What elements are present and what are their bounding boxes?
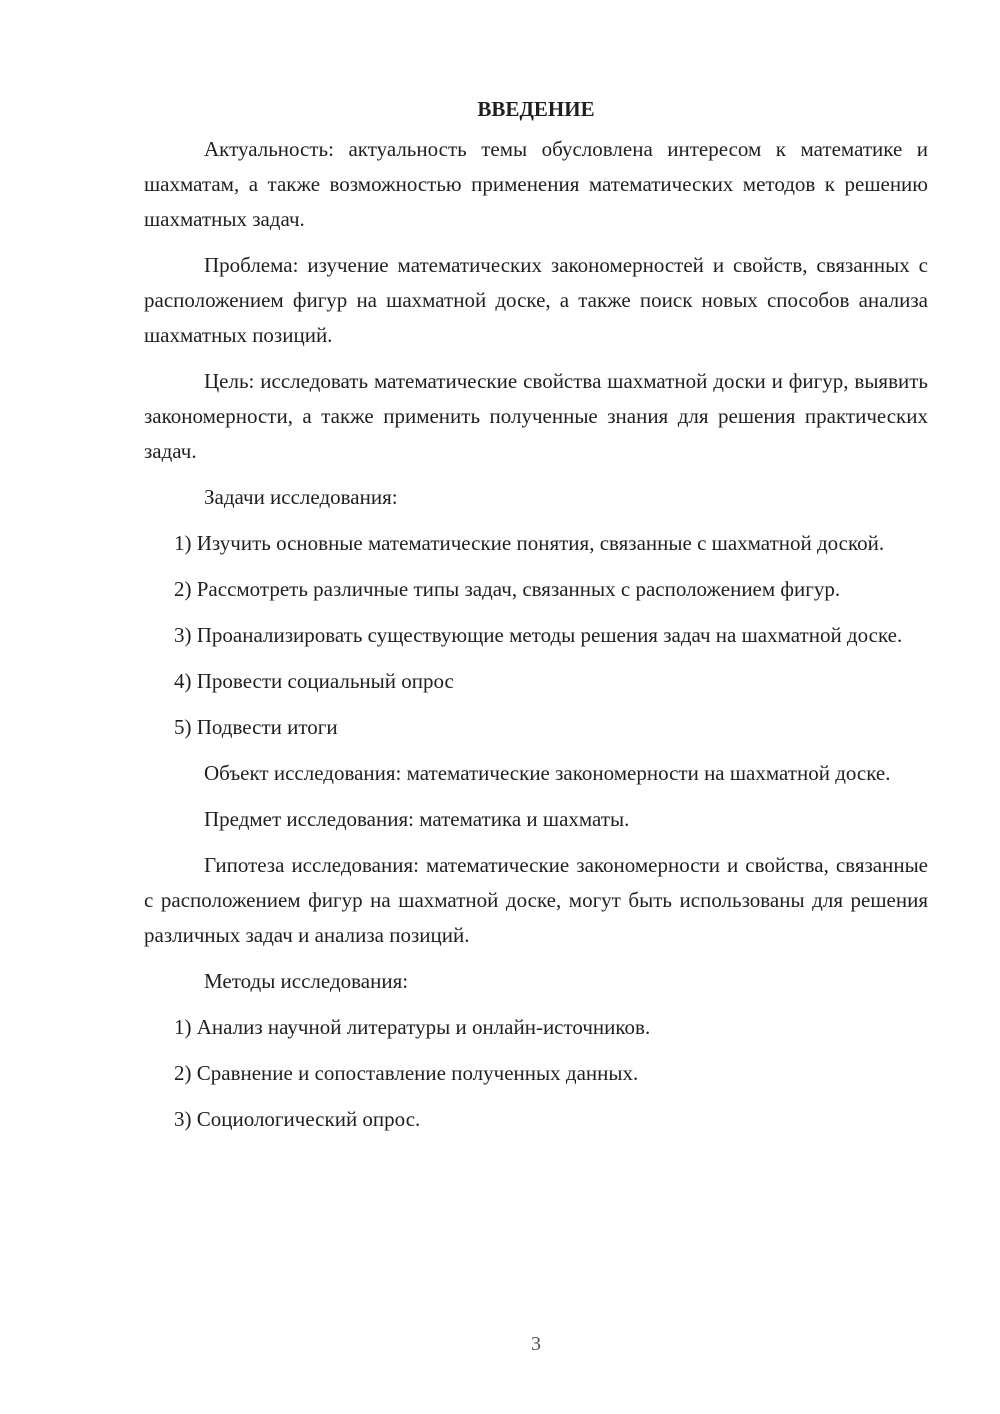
paragraph-object: Объект исследования: математические закономерности на шахматной доске. xyxy=(204,761,891,785)
task-item: 3) Проанализировать существующие методы решения задач на шахматной доске. xyxy=(174,623,903,647)
paragraph-subject: Предмет исследования: математика и шахматы. xyxy=(204,807,630,831)
page-number: 3 xyxy=(531,1333,541,1355)
task-item: 2) Рассмотреть различные типы задач, связанных с расположением фигур. xyxy=(174,577,841,601)
document-page xyxy=(144,92,928,1148)
tasks-title: Задачи исследования: xyxy=(204,485,398,509)
method-item: 1) Анализ научной литературы и онлайн-источников. xyxy=(174,1015,651,1039)
paragraph-hypothesis: Гипотеза исследования: математические закономерности и свойства, связанные с расположением фигур на шахматной доске, могут быть использованы для решения различных задач и анализа позиций. xyxy=(144,853,928,947)
section-heading: ВВЕДЕНИЕ xyxy=(477,97,595,121)
paragraph-goal: Цель: исследовать математические свойства шахматной доски и фигур, выявить закономерности, а также применить полученные знания для решения практических задач. xyxy=(144,369,928,463)
task-item: 5) Подвести итоги xyxy=(174,715,338,739)
task-item: 4) Провести социальный опрос xyxy=(174,669,454,693)
paragraph-problem: Проблема: изучение математических закономерностей и свойств, связанных с расположением фигур на шахматной доске, а также поиск новых способов анализа шахматных позиций. xyxy=(144,253,928,347)
paragraph-relevance: Актуальность: актуальность темы обусловлена интересом к математике и шахматам, а также возможностью применения математических методов к решению шахматных задач. xyxy=(144,137,928,231)
method-item: 3) Социологический опрос. xyxy=(174,1107,421,1131)
method-item: 2) Сравнение и сопоставление полученных данных. xyxy=(174,1061,639,1085)
methods-title: Методы исследования: xyxy=(204,969,409,993)
task-item: 1) Изучить основные математические понятия, связанные с шахматной доской. xyxy=(174,531,885,555)
